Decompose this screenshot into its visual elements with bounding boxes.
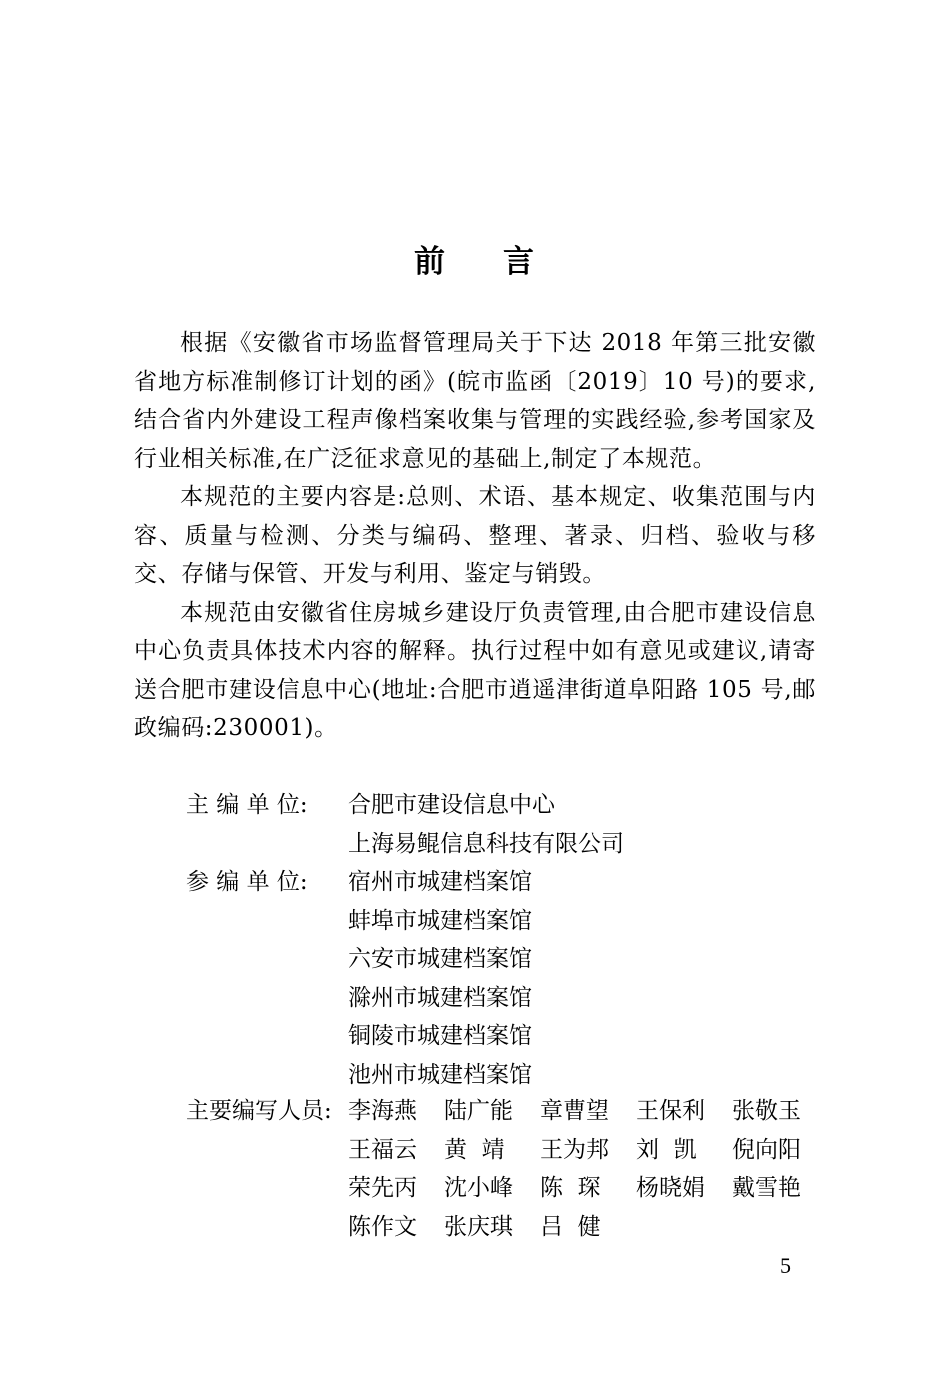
paragraph-3: 本规范由安徽省住房城乡建设厅负责管理,由合肥市建设信息中心负责具体技术内容的解释。执行过程中如有意见或建议,请寄送合肥市建设信息中心(地址:合肥市逍遥津街道阜阳路 105 号,邮政编码:230001)。 bbox=[134, 599, 816, 741]
participating-unit-5: 铜陵市城建档案馆 bbox=[348, 1023, 532, 1049]
participating-unit-1: 宿州市城建档案馆 bbox=[348, 869, 532, 895]
drafter-name: 戴雪艳 bbox=[732, 1175, 801, 1201]
participating-unit-3: 六安市城建档案馆 bbox=[348, 946, 532, 972]
drafter-name: 王为邦 bbox=[540, 1136, 609, 1163]
drafter-name: 王保利 bbox=[636, 1098, 705, 1124]
drafter-name: 张敬玉 bbox=[732, 1098, 801, 1124]
drafter-name: 张庆琪 bbox=[444, 1213, 513, 1240]
drafters-section bbox=[186, 1092, 826, 1246]
drafters-label: 主要编写人员: bbox=[186, 1098, 332, 1124]
chief-unit-label: 主 编 单 位: bbox=[186, 792, 308, 818]
drafter-name: 刘 凯 bbox=[636, 1136, 697, 1163]
participating-unit-section bbox=[186, 863, 826, 1094]
chief-unit-section bbox=[186, 786, 826, 863]
participating-unit-6: 池州市城建档案馆 bbox=[348, 1061, 532, 1088]
paragraph-2: 本规范的主要内容是:总则、术语、基本规定、收集范围与内容、质量与检测、分类与编码、整理、著录、归档、验收与移交、存储与保管、开发与利用、鉴定与销毁。 bbox=[134, 484, 816, 587]
chief-unit-1: 合肥市建设信息中心 bbox=[348, 792, 555, 818]
participating-unit-label: 参 编 单 位: bbox=[186, 869, 308, 895]
drafter-name: 李海燕 bbox=[348, 1098, 417, 1124]
drafter-name: 陈 琛 bbox=[540, 1175, 601, 1201]
paragraph-1: 根据《安徽省市场监督管理局关于下达 2018 年第三批安徽省地方标准制修订计划的函》(皖市监函〔2019〕10 号)的要求,结合省内外建设工程声像档案收集与管理的实践经验,参考国家及行业相关标准,在广泛征求意见的基础上,制定了本规范。 bbox=[134, 330, 816, 472]
drafter-name: 章曹望 bbox=[540, 1098, 609, 1124]
participating-unit-4: 滁州市城建档案馆 bbox=[348, 984, 532, 1011]
chief-unit-2: 上海易鲲信息科技有限公司 bbox=[348, 830, 624, 857]
drafter-name: 陈作文 bbox=[348, 1213, 417, 1240]
drafter-name: 王福云 bbox=[348, 1136, 417, 1163]
drafter-name: 杨晓娟 bbox=[636, 1175, 705, 1201]
drafter-name: 陆广能 bbox=[444, 1098, 513, 1124]
page-title-char-1: 前 bbox=[414, 244, 447, 280]
page-number: 5 bbox=[780, 1253, 791, 1278]
drafter-name: 沈小峰 bbox=[444, 1175, 513, 1201]
drafter-name: 吕 健 bbox=[540, 1213, 601, 1240]
drafter-name: 倪向阳 bbox=[732, 1136, 801, 1163]
drafters-list bbox=[348, 1092, 828, 1246]
drafter-name: 黄 靖 bbox=[444, 1136, 505, 1163]
page-title-char-2: 言 bbox=[503, 244, 536, 280]
preface-body bbox=[134, 324, 816, 748]
drafter-name: 荣先丙 bbox=[348, 1175, 417, 1201]
participating-unit-2: 蚌埠市城建档案馆 bbox=[348, 907, 532, 934]
page-title bbox=[0, 236, 950, 281]
